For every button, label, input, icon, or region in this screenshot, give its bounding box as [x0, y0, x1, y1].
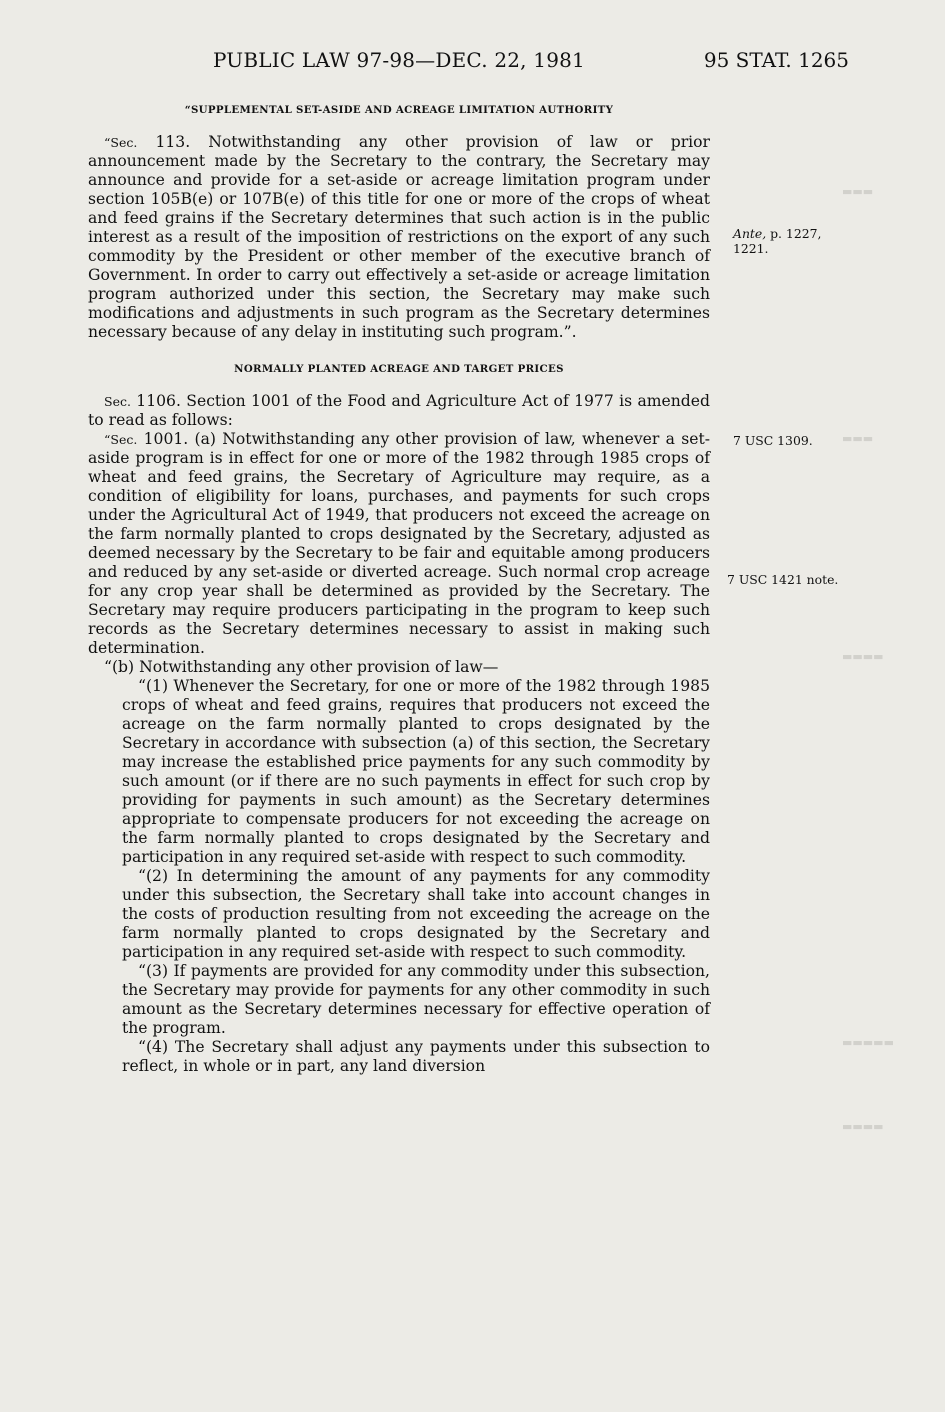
- law-title: PUBLIC LAW 97-98—DEC. 22, 1981: [213, 48, 585, 72]
- section-text: 1106. Section 1001 of the Food and Agriculture Act of 1977 is amended to read as follows:: [88, 392, 710, 429]
- bleed-through-mark: ▬▬▬▬: [842, 650, 884, 663]
- margin-note-7-usc-1309: 7 USC 1309.: [733, 433, 813, 448]
- section-label: “Sec.: [104, 432, 138, 447]
- section-label: “Sec.: [104, 135, 138, 150]
- section-heading-normally-planted: NORMALLY PLANTED ACREAGE AND TARGET PRICES: [234, 363, 564, 375]
- paragraph-b1: “(1) Whenever the Secretary, for one or more of the 1982 through 1985 crops of wheat and feed grains, requires that producers not exceed the acreage on the farm normally planted to crops designated by the Secretary in accordance with subsection (a) of this section, the Secretary may increase the established price payments for any such commodity by such amount (or if there are no such payments in effect for such crop by providing for payments in such amount) as the Secretary determines appropriate to compensate producers for not exceeding the acreage on the farm normally planted to crops designated by the Secretary and participation in any required set-aside with respect to such commodity.: [122, 677, 710, 866]
- subsection-b-intro: “(b) Notwithstanding any other provision of law—: [104, 658, 499, 676]
- section-text: 1001. (a) Notwithstanding any other provision of law, whenever a set-aside program is in effect for one or more of the 1982 through 1985 crops of wheat and feed grains, the Secretary of Agriculture may require, as a condition of eligibility for loans, purchases, and payments for such crops under the Agricultural Act of 1949, that producers not exceed the acreage on the farm normally planted to crops designated by the Secretary, adjusted as deemed necessary by the Secretary to be fair and equitable among producers and reduced by any set-aside or diverted acreage. Such normal crop acreage for any crop year shall be determined as provided by the Secretary. The Secretary may require producers participating in the program to keep such records as the Secretary determines necessary to assist in making such determination.: [88, 430, 710, 657]
- section-label: Sec.: [104, 394, 131, 409]
- page-number: 95 STAT. 1265: [703, 48, 849, 72]
- section-113-paragraph: [88, 133, 710, 342]
- margin-note-7-usc-1421: 7 USC 1421 note.: [727, 572, 839, 587]
- running-header: [213, 48, 849, 78]
- margin-note-italic: Ante,: [733, 226, 767, 241]
- paragraph-b2: “(2) In determining the amount of any payments for any commodity under this subsection, the Secretary shall take into account changes in the costs of production resulting from not exceeding the acreage on the farm normally planted to crops designated by the Secretary and participation in any required set-aside with respect to such commodity.: [122, 867, 710, 961]
- bleed-through-mark: ▬▬▬▬: [842, 1120, 884, 1133]
- bleed-through-mark: ▬▬▬: [842, 185, 874, 198]
- section-1106-paragraph: [88, 392, 710, 430]
- bleed-through-mark: ▬▬▬: [842, 432, 874, 445]
- margin-note-text: p. 1227,: [766, 226, 822, 241]
- section-heading-supplemental: “SUPPLEMENTAL SET-ASIDE AND ACREAGE LIMITATION AUTHORITY: [184, 104, 614, 116]
- margin-note-ante: [733, 226, 821, 256]
- main-text-column: [88, 103, 710, 1076]
- paragraph-b3: “(3) If payments are provided for any commodity under this subsection, the Secretary may provide for payments for any other commodity in such amount as the Secretary determines necessary for effective operation of the program.: [122, 962, 710, 1037]
- bleed-through-mark: ▬▬▬▬▬: [842, 1036, 894, 1049]
- section-1001a-paragraph: [88, 430, 710, 658]
- paragraph-b4: “(4) The Secretary shall adjust any payments under this subsection to reflect, in whole or in part, any land diversion: [122, 1038, 710, 1075]
- margin-note-text: 1221.: [733, 241, 769, 256]
- section-text: 113. Notwithstanding any other provision of law or prior announcement made by the Secretary to the contrary, the Secretary may announce and provide for a set-aside or acreage limitation program under section 105B(e) or 107B(e) of this title for one or more of the crops of wheat and feed grains if the Secretary determines that such action is in the public interest as a result of the imposition of restrictions on the export of any such commodity by the President or other member of the executive branch of Government. In order to carry out effectively a set-aside or acreage limitation program authorized under this section, the Secretary may make such modifications and adjustments in such program as the Secretary determines necessary because of any delay in instituting such program.”.: [88, 133, 710, 341]
